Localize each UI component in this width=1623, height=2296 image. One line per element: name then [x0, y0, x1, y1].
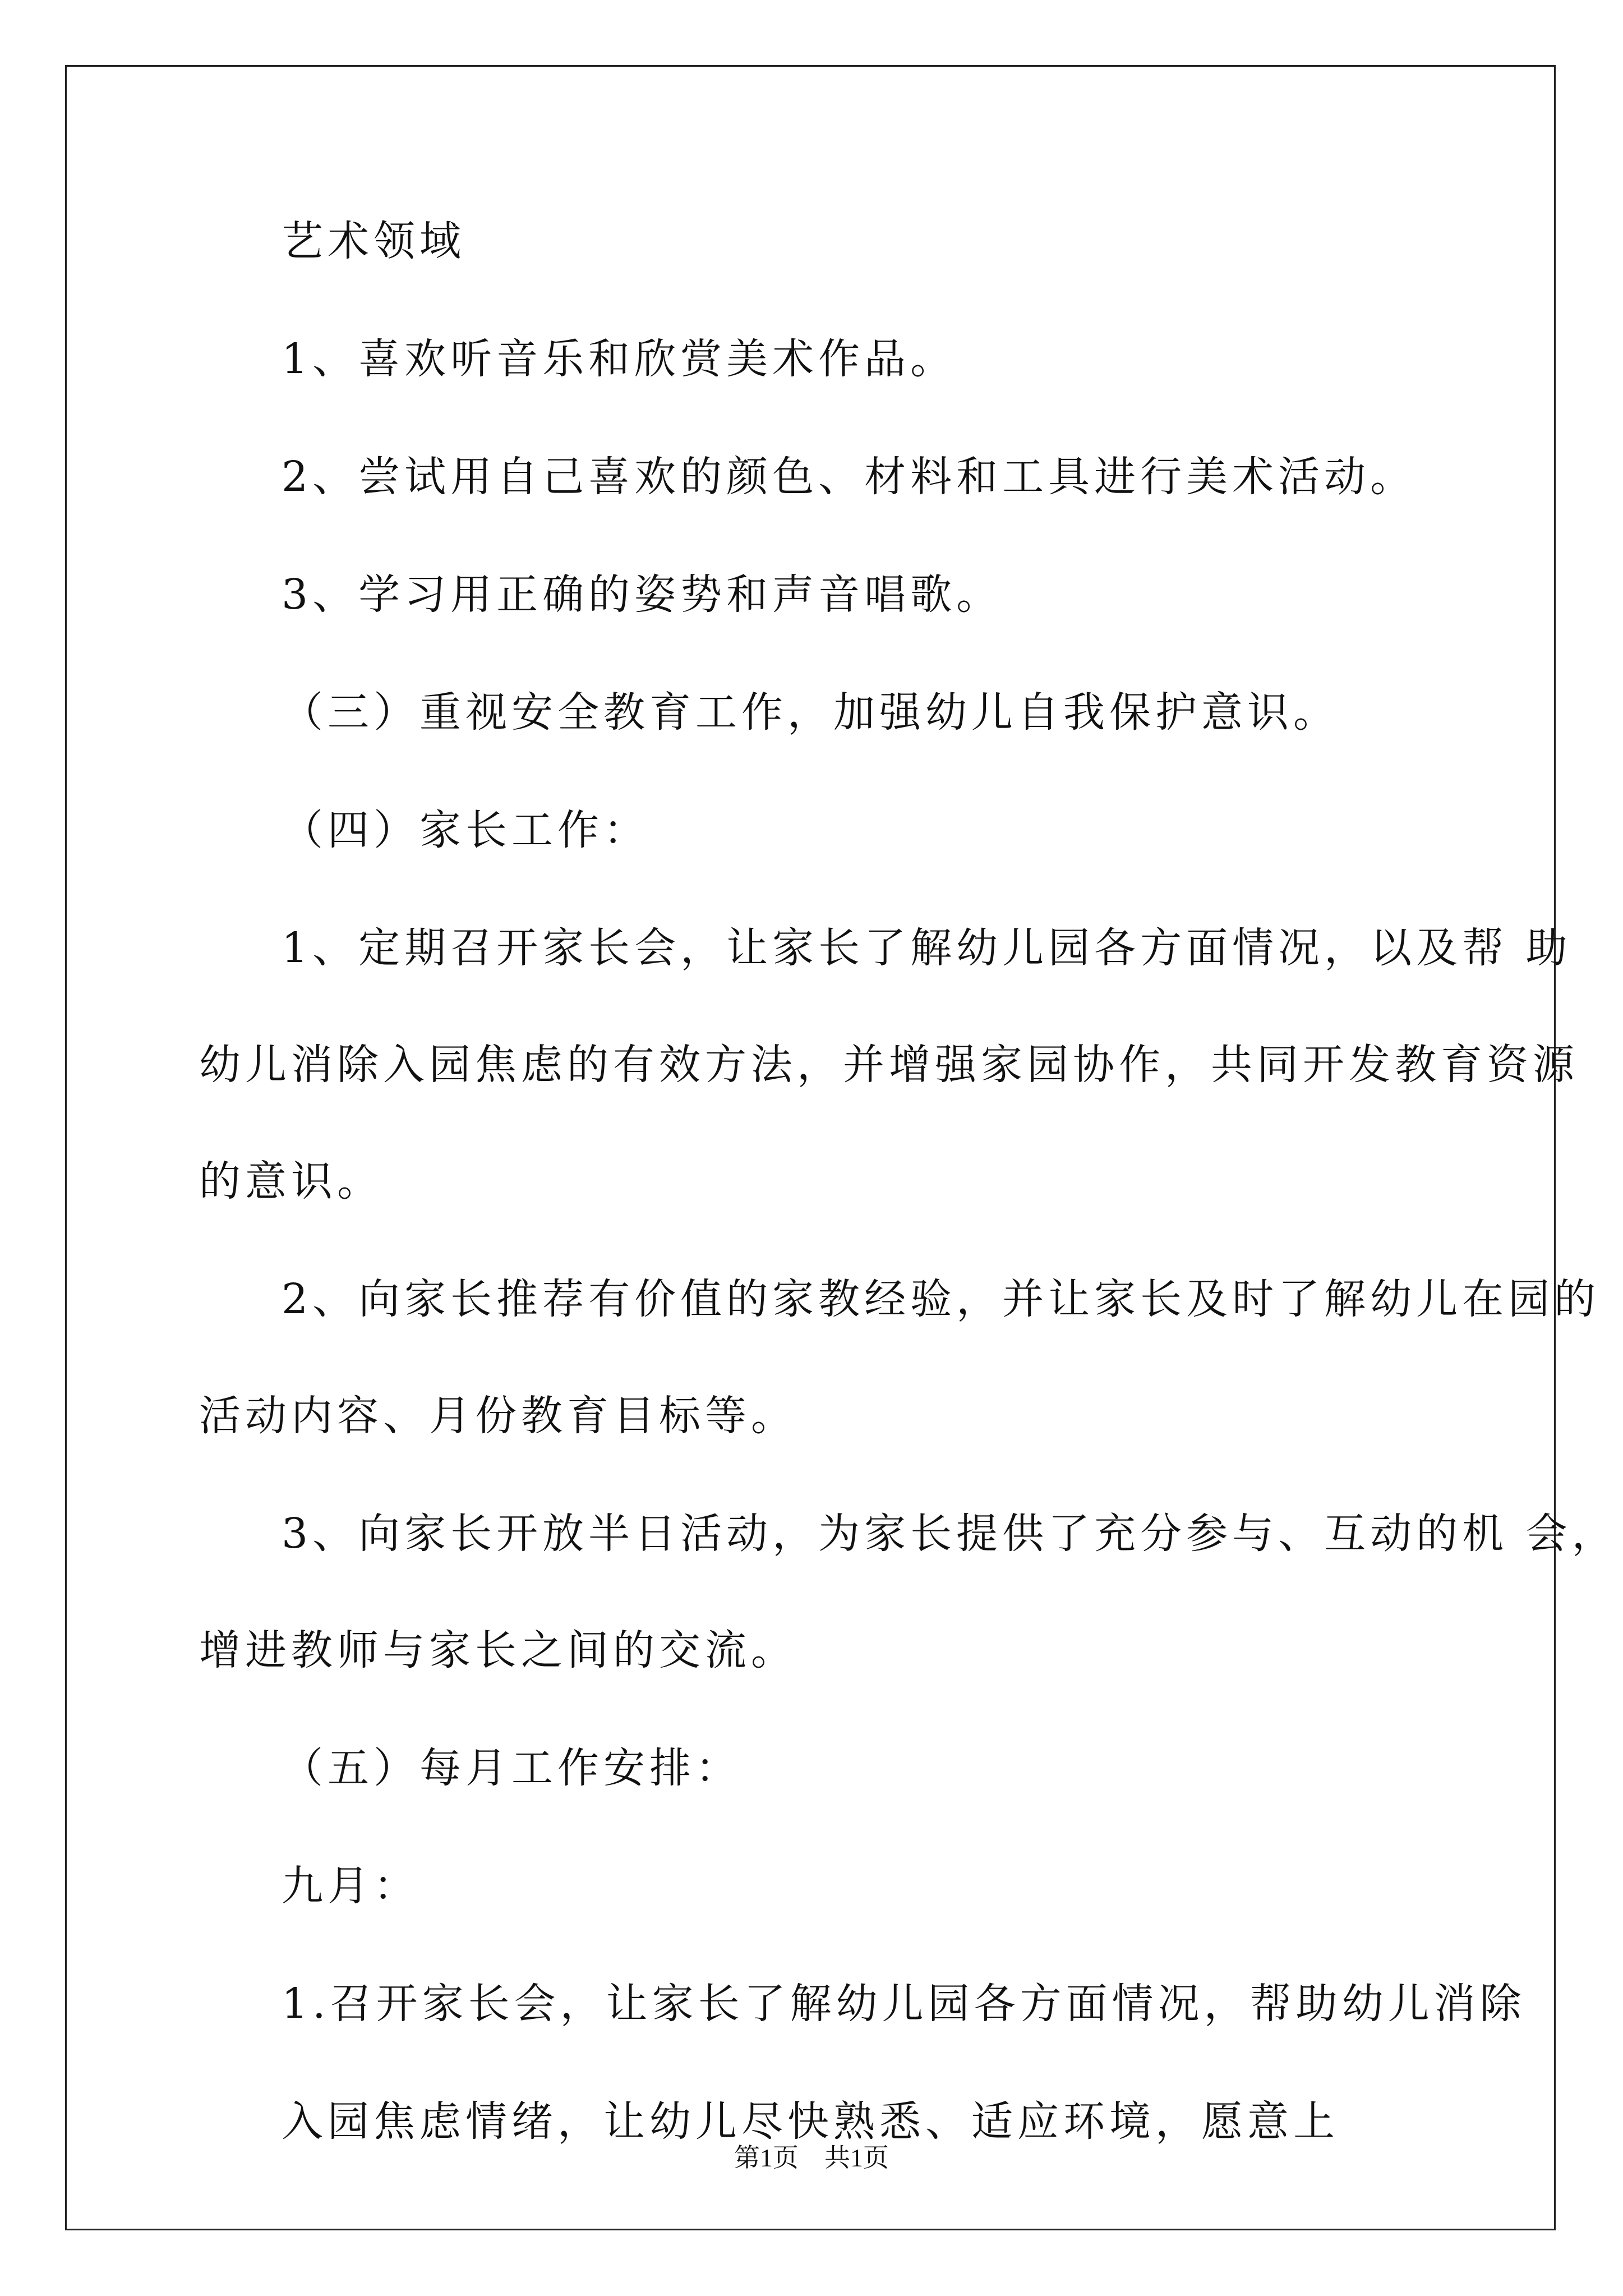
paragraph-parents-1-line-2: 幼儿消除入园焦虑的有效方法，并增强家园协作，共同开发教育资源	[199, 1041, 1579, 1089]
paragraph-parents-3-line-2: 增进教师与家长之间的交流。	[199, 1626, 797, 1674]
paragraph-september-2: 入园焦虑情绪，让幼儿尽快熟悉、适应环境，愿意上	[282, 2097, 1339, 2146]
section-heading-art: 艺术领域	[282, 217, 465, 265]
month-heading-september: 九月：	[282, 1862, 419, 1910]
paragraph-september-1: 1.召开家长会，让家长了解幼儿园各方面情况，帮助幼儿消除	[282, 1980, 1526, 2028]
paragraph-parents-3-line-1: 3、向家长开放半日活动，为家长提供了充分参与、互动的机 会，	[282, 1510, 1618, 1558]
paragraph-parents-1-line-1: 1、定期召开家长会，让家长了解幼儿园各方面情况，以及帮 助	[282, 924, 1572, 972]
paragraph-art-2: 2、尝试用自己喜欢的颜色、材料和工具进行美术活动。	[282, 453, 1417, 501]
paragraph-art-3: 3、学习用正确的姿势和声音唱歌。	[282, 570, 1003, 619]
paragraph-parents-2-line-1: 2、向家长推荐有价值的家教经验，并让家长及时了解幼儿在园的	[282, 1275, 1601, 1323]
page-footer: 第1页 共1页	[734, 2143, 889, 2172]
section-heading-parents: （四）家长工作：	[282, 806, 649, 854]
paragraph-parents-1-line-3: 的意识。	[199, 1157, 383, 1205]
paragraph-parents-2-line-2: 活动内容、月份教育目标等。	[199, 1392, 797, 1440]
section-heading-safety: （三）重视安全教育工作，加强幼儿自我保护意识。	[282, 688, 1339, 737]
section-heading-monthly: （五）每月工作安排：	[282, 1744, 741, 1792]
paragraph-art-1: 1、喜欢听音乐和欣赏美术作品。	[282, 335, 957, 383]
document-body	[199, 213, 1618, 2150]
